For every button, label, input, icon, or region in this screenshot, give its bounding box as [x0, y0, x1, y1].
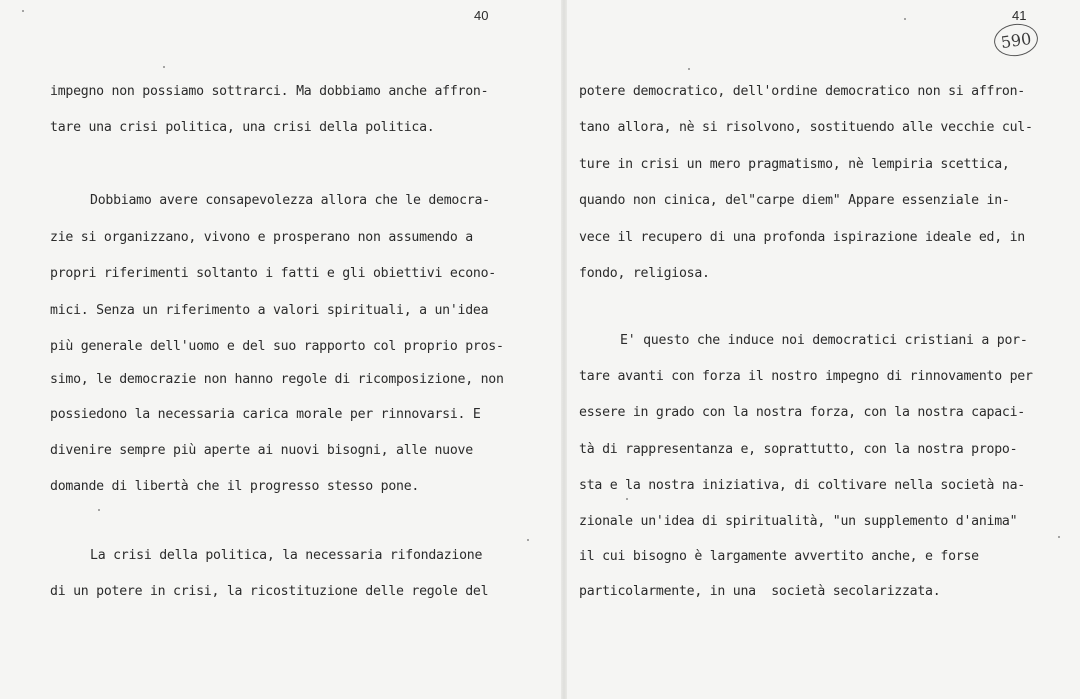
right-line-13: il cui bisogno è largamente avvertito anche, e forse [579, 549, 979, 564]
right-line-3: ture in crisi un mero pragmatismo, nè lempiria scettica, [579, 157, 1010, 172]
left-line-3: Dobbiamo avere consapevolezza allora che le democra- [90, 193, 490, 208]
archive-stamp: 590 [992, 21, 1040, 59]
scan-speck [527, 539, 529, 541]
left-line-10: divenire sempre più aperte ai nuovi bisogni, alle nuove [50, 443, 473, 458]
left-line-7: più generale dell'uomo e del suo rapporto col proprio pros- [50, 339, 504, 354]
right-line-10: tà di rappresentanza e, soprattutto, con la nostra propo- [579, 442, 1018, 457]
right-line-14: particolarmente, in una società secolarizzata. [579, 584, 941, 599]
right-page-number: 41 [1012, 8, 1027, 23]
scan-speck [904, 18, 906, 20]
right-line-2: tano allora, nè si risolvono, sostituendo alle vecchie cul- [579, 120, 1033, 135]
scan-speck [163, 66, 165, 68]
left-line-2: tare una crisi politica, una crisi della politica. [50, 120, 435, 135]
left-line-11: domande di libertà che il progresso stesso pone. [50, 479, 420, 494]
right-line-9: essere in grado con la nostra forza, con la nostra capaci- [579, 405, 1025, 420]
right-page [567, 0, 1080, 699]
scan-speck [1058, 536, 1060, 538]
right-line-4: quando non cinica, del"carpe diem" Appare essenziale in- [579, 193, 1010, 208]
right-line-1: potere democratico, dell'ordine democratico non si affron- [579, 84, 1025, 99]
left-line-8: simo, le democrazie non hanno regole di ricomposizione, non [50, 372, 504, 387]
right-line-7: E' questo che induce noi democratici cristiani a por- [620, 333, 1028, 348]
scan-speck [626, 498, 628, 500]
left-line-4: zie si organizzano, vivono e prosperano non assumendo a [50, 230, 473, 245]
left-line-12: La crisi della politica, la necessaria rifondazione [90, 548, 483, 563]
left-line-5: propri riferimenti soltanto i fatti e gli obiettivi econo- [50, 266, 496, 281]
right-line-8: tare avanti con forza il nostro impegno di rinnovamento per [579, 369, 1033, 384]
left-line-6: mici. Senza un riferimento a valori spirituali, a un'idea [50, 303, 489, 318]
scan-speck [22, 10, 24, 12]
right-line-6: fondo, religiosa. [579, 266, 710, 281]
left-line-9: possiedono la necessaria carica morale per rinnovarsi. E [50, 407, 481, 422]
right-line-12: zionale un'idea di spiritualità, "un supplemento d'anima" [579, 514, 1018, 529]
scan-speck [688, 68, 690, 70]
right-line-5: vece il recupero di una profonda ispirazione ideale ed, in [579, 230, 1025, 245]
right-line-11: sta e la nostra iniziativa, di coltivare nella società na- [579, 478, 1025, 493]
left-page-number: 40 [474, 8, 489, 23]
left-line-1: impegno non possiamo sottrarci. Ma dobbiamo anche affron- [50, 84, 489, 99]
left-line-13: di un potere in crisi, la ricostituzione delle regole del [50, 584, 489, 599]
scan-speck [98, 509, 100, 511]
